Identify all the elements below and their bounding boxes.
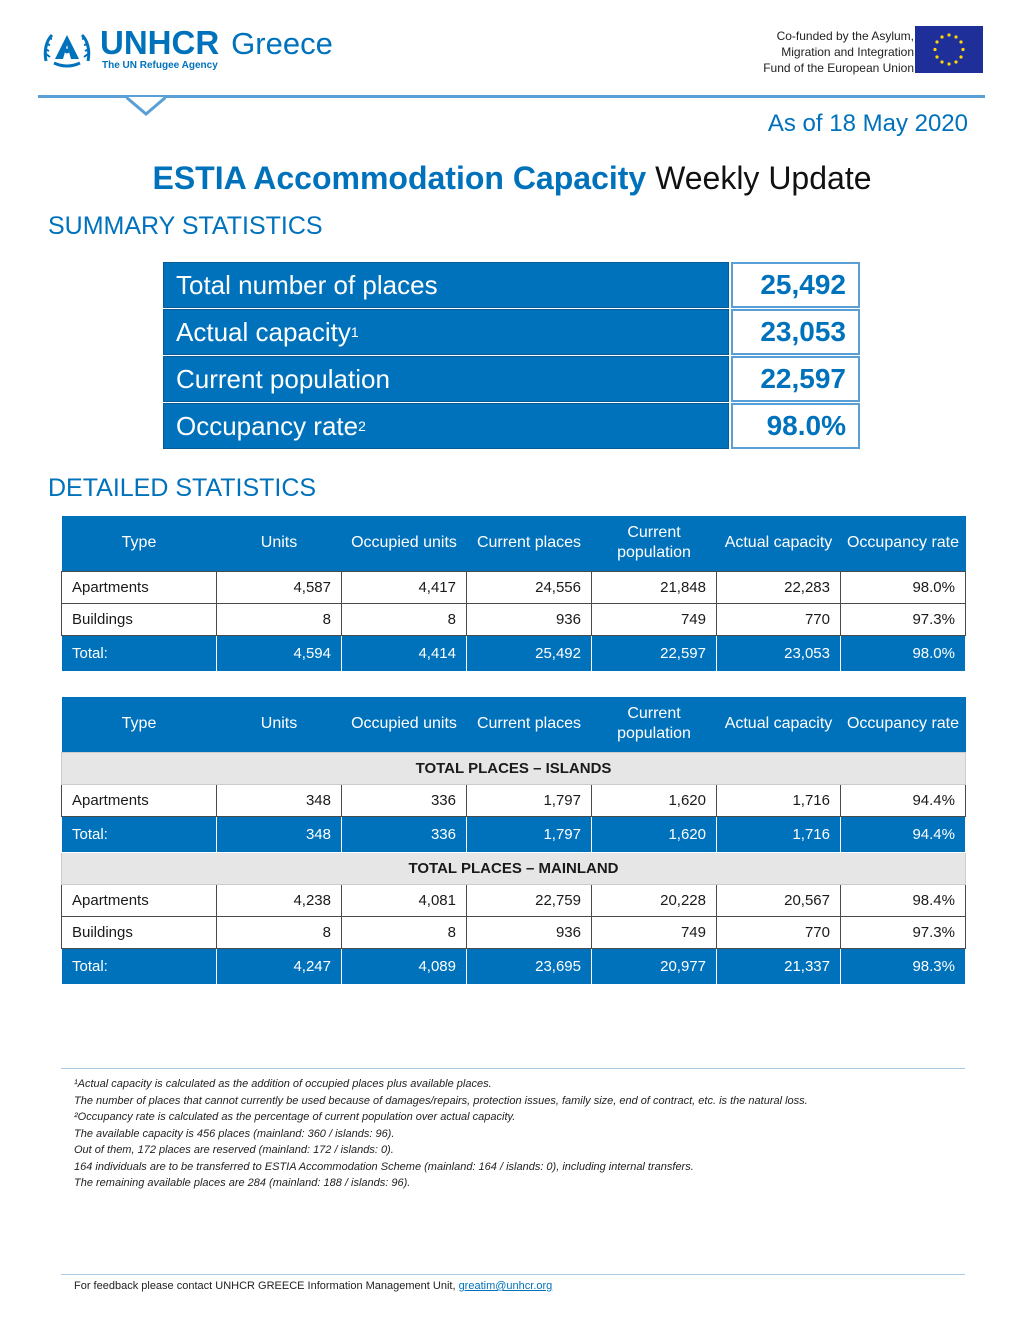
summary-heading: SUMMARY STATISTICS — [48, 212, 323, 240]
table-cell: 1,797 — [467, 784, 592, 816]
footnote-divider — [61, 1068, 965, 1069]
column-header: Type — [62, 697, 217, 752]
table-row — [62, 884, 966, 916]
group-row-islands — [62, 752, 966, 784]
summary-row — [163, 262, 860, 308]
table-cell: 94.4% — [841, 816, 966, 852]
detailed-table-by-region — [61, 697, 966, 985]
table-cell: 749 — [592, 603, 717, 635]
table-cell: 4,414 — [342, 635, 467, 671]
table-cell: 4,089 — [342, 948, 467, 984]
column-header: Current population — [592, 516, 717, 571]
footnotes — [74, 1076, 808, 1192]
table-cell: 770 — [717, 603, 841, 635]
footnote-line: Out of them, 172 places are reserved (mainland: 172 / islands: 0). — [74, 1144, 394, 1156]
summary-table — [163, 262, 860, 450]
table-cell: 8 — [217, 603, 342, 635]
title-dark: Weekly Update — [655, 160, 872, 196]
column-header: Actual capacity — [717, 697, 841, 752]
logo-tagline: The UN Refugee Agency — [102, 60, 218, 71]
table-cell: 4,238 — [217, 884, 342, 916]
column-header: Current places — [467, 516, 592, 571]
title-blue: ESTIA Accommodation Capacity — [152, 160, 647, 196]
table-cell: 336 — [342, 816, 467, 852]
table-cell: Apartments — [62, 884, 217, 916]
table-header-row — [62, 697, 966, 752]
table-cell: 21,848 — [592, 571, 717, 603]
table-row — [62, 916, 966, 948]
table-cell: 348 — [217, 784, 342, 816]
table-cell: 1,620 — [592, 816, 717, 852]
column-header: Actual capacity — [717, 516, 841, 571]
table-cell: 4,247 — [217, 948, 342, 984]
summary-value: 23,053 — [731, 309, 860, 355]
summary-value: 25,492 — [731, 262, 860, 308]
unhcr-emblem-icon — [40, 27, 94, 71]
table-cell: 348 — [217, 816, 342, 852]
table-cell: 749 — [592, 916, 717, 948]
logo-country: Greece — [231, 26, 333, 61]
summary-row — [163, 356, 860, 402]
footnote-line: The number of places that cannot currently be used because of damages/repairs, protection issues, family size, end of contract, etc. is the natural loss. — [74, 1094, 808, 1107]
cofund-line: Fund of the European Union — [763, 61, 914, 75]
feedback-notice — [74, 1280, 552, 1292]
table-total-row — [62, 635, 966, 671]
feedback-text: For feedback please contact UNHCR GREECE Information Management Unit, — [74, 1280, 456, 1292]
feedback-email-link[interactable]: greatim@unhcr.org — [458, 1280, 553, 1292]
cofund-line: Migration and Integration — [781, 45, 914, 59]
table-cell: 8 — [217, 916, 342, 948]
table-cell: 22,759 — [467, 884, 592, 916]
summary-label: Total number of places — [163, 262, 729, 308]
table-cell: 8 — [342, 603, 467, 635]
table-cell: 20,977 — [592, 948, 717, 984]
table-cell: 22,283 — [717, 571, 841, 603]
table-cell: 4,081 — [342, 884, 467, 916]
column-header: Occupancy rate — [841, 697, 966, 752]
column-header: Type — [62, 516, 217, 571]
table-cell: Total: — [62, 948, 217, 984]
summary-value: 22,597 — [731, 356, 860, 402]
table-row — [62, 784, 966, 816]
column-header: Current population — [592, 697, 717, 752]
group-label: TOTAL PLACES – ISLANDS — [62, 752, 966, 784]
cofund-line: Co-funded by the Asylum, — [776, 29, 914, 43]
table-cell: 98.3% — [841, 948, 966, 984]
table-cell: Buildings — [62, 916, 217, 948]
footnote-line: The available capacity is 456 places (mainland: 360 / islands: 96). — [74, 1127, 395, 1140]
table-cell: 4,594 — [217, 635, 342, 671]
column-header: Occupied units — [342, 697, 467, 752]
table-cell: 97.3% — [841, 916, 966, 948]
table-total-row — [62, 948, 966, 984]
table-cell: 936 — [467, 916, 592, 948]
table-cell: 97.3% — [841, 603, 966, 635]
summary-row — [163, 309, 860, 355]
table-header-row — [62, 516, 966, 571]
page-title — [0, 160, 1024, 197]
summary-row — [163, 403, 860, 449]
table-cell: 94.4% — [841, 784, 966, 816]
table-total-row — [62, 816, 966, 852]
summary-value: 98.0% — [731, 403, 860, 449]
table-cell: 4,587 — [217, 571, 342, 603]
footnote-line: 164 individuals are to be transferred to ESTIA Accommodation Scheme (mainland: 164 / islands: 0), including internal transfers. — [74, 1160, 694, 1173]
table-cell: 23,053 — [717, 635, 841, 671]
table-cell: Total: — [62, 816, 217, 852]
table-cell: Buildings — [62, 603, 217, 635]
footnote-line: ²Occupancy rate is calculated as the percentage of current population over actual capacity. — [74, 1111, 516, 1123]
column-header: Current places — [467, 697, 592, 752]
table-cell: Total: — [62, 635, 217, 671]
column-header: Units — [217, 697, 342, 752]
footnote-line: The remaining available places are 284 (mainland: 188 / islands: 96). — [74, 1177, 411, 1189]
table-cell: Apartments — [62, 571, 217, 603]
as-of-date: As of 18 May 2020 — [767, 110, 968, 137]
table-cell: 4,417 — [342, 571, 467, 603]
table-cell: 1,716 — [717, 784, 841, 816]
table-cell: 23,695 — [467, 948, 592, 984]
table-cell: 936 — [467, 603, 592, 635]
unhcr-logo — [40, 26, 333, 71]
table-cell: 21,337 — [717, 948, 841, 984]
detailed-table-overall — [61, 516, 966, 672]
cofund-notice — [694, 28, 914, 76]
footnote-line: ¹Actual capacity is calculated as the addition of occupied places plus available places. — [74, 1078, 492, 1090]
column-header: Occupancy rate — [841, 516, 966, 571]
header-notch — [126, 96, 166, 116]
summary-label: Current population — [163, 356, 729, 402]
column-header: Units — [217, 516, 342, 571]
table-cell: 24,556 — [467, 571, 592, 603]
detailed-heading: DETAILED STATISTICS — [48, 474, 317, 502]
table-row — [62, 603, 966, 635]
footer-divider — [61, 1274, 965, 1275]
summary-label: Actual capacity 1 — [163, 309, 729, 355]
table-cell: 1,716 — [717, 816, 841, 852]
table-cell: 770 — [717, 916, 841, 948]
table-row — [62, 571, 966, 603]
table-cell: 22,597 — [592, 635, 717, 671]
table-cell: Apartments — [62, 784, 217, 816]
table-cell: 20,567 — [717, 884, 841, 916]
eu-flag-icon — [915, 26, 983, 73]
table-cell: 98.0% — [841, 571, 966, 603]
group-label: TOTAL PLACES – MAINLAND — [62, 852, 966, 884]
table-cell: 1,620 — [592, 784, 717, 816]
table-cell: 8 — [342, 916, 467, 948]
page-header — [0, 0, 1024, 137]
group-row-mainland — [62, 852, 966, 884]
header-rule — [38, 95, 985, 98]
table-cell: 20,228 — [592, 884, 717, 916]
table-cell: 1,797 — [467, 816, 592, 852]
table-cell: 98.4% — [841, 884, 966, 916]
logo-name: UNHCR — [100, 24, 220, 61]
table-cell: 336 — [342, 784, 467, 816]
table-cell: 98.0% — [841, 635, 966, 671]
table-cell: 25,492 — [467, 635, 592, 671]
column-header: Occupied units — [342, 516, 467, 571]
summary-label: Occupancy rate 2 — [163, 403, 729, 449]
